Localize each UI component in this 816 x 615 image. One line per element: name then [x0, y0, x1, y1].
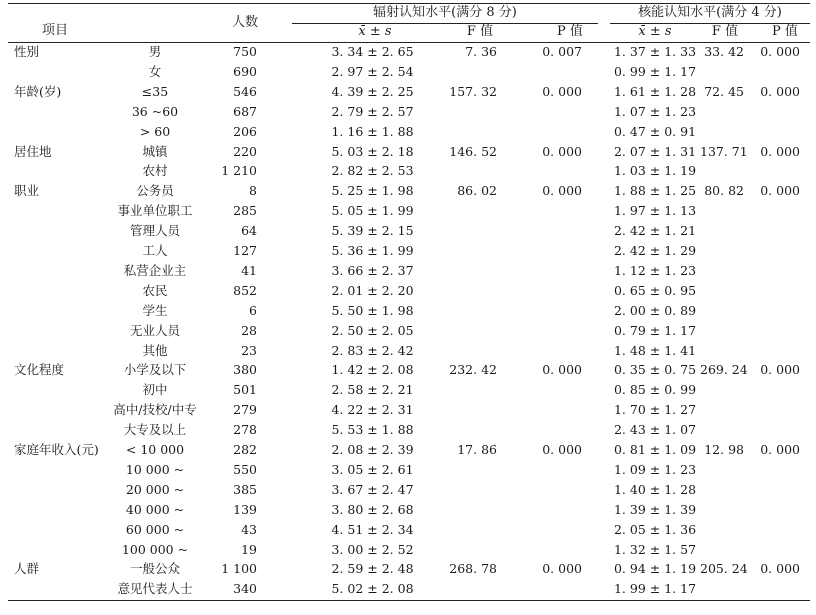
row-nuc-mean-sd: 1. 07 ± 1. 23 [613, 103, 697, 119]
row-rad-mean-sd: 3. 05 ± 2. 61 [331, 461, 414, 477]
row-nuc-mean-sd: 1. 61 ± 1. 28 [613, 83, 697, 99]
row-rad-mean-sd: 5. 02 ± 2. 08 [331, 581, 414, 597]
row-rad-p: 0. 007 [542, 44, 582, 59]
row-nuc-f: 80. 82 [704, 183, 744, 199]
row-count: 1 210 [221, 163, 257, 179]
row-nuc-p: 0. 000 [760, 561, 800, 577]
row-nuc-mean-sd: 0. 79 ± 1. 17 [613, 322, 697, 338]
row-subgroup: 意见代表人士 [117, 581, 193, 597]
row-rad-mean-sd: 3. 00 ± 2. 52 [331, 541, 414, 557]
header-nuc-f: F 值 [711, 24, 739, 39]
row-count: 380 [233, 362, 257, 378]
row-count: 385 [233, 481, 257, 497]
row-rad-f: 17. 86 [457, 442, 497, 457]
row-nuc-mean-sd: 0. 99 ± 1. 17 [613, 63, 697, 79]
row-subgroup: ≤35 [141, 83, 169, 99]
row-count: 1 100 [221, 561, 257, 577]
row-subgroup: 公务员 [136, 183, 174, 199]
row-count: 550 [233, 461, 257, 477]
row-rad-mean-sd: 2. 01 ± 2. 20 [331, 282, 414, 298]
row-nuc-mean-sd: 2. 07 ± 1. 31 [613, 143, 697, 159]
header-rad-mean-sd: x̄ ± s [358, 24, 392, 39]
row-rad-mean-sd: 5. 53 ± 1. 88 [331, 422, 414, 438]
row-subgroup: 60 000 ~ [125, 521, 185, 537]
row-count: 28 [241, 322, 257, 338]
row-nuc-mean-sd: 2. 42 ± 1. 21 [613, 223, 697, 239]
header-rad-f: F 值 [466, 24, 494, 39]
row-rad-mean-sd: 2. 50 ± 2. 05 [331, 322, 414, 338]
row-nuc-f: 33. 42 [704, 44, 744, 59]
row-rad-mean-sd: 5. 03 ± 2. 18 [331, 143, 414, 159]
row-group: 家庭年收入(元) [14, 442, 99, 457]
row-nuc-mean-sd: 1. 09 ± 1. 23 [613, 461, 697, 477]
row-nuc-mean-sd: 1. 37 ± 1. 33 [613, 44, 697, 59]
row-rad-mean-sd: 3. 34 ± 2. 65 [331, 44, 414, 59]
row-rad-p: 0. 000 [542, 183, 582, 199]
row-rad-f: 268. 78 [449, 561, 497, 577]
row-count: 546 [233, 83, 257, 99]
row-nuc-f: 137. 71 [700, 143, 748, 159]
row-rad-mean-sd: 3. 67 ± 2. 47 [331, 481, 414, 497]
row-nuc-mean-sd: 2. 05 ± 1. 36 [613, 521, 697, 537]
row-nuc-mean-sd: 2. 42 ± 1. 29 [613, 243, 697, 258]
row-rad-p: 0. 000 [542, 561, 582, 577]
row-nuc-f: 269. 24 [700, 362, 748, 378]
row-rad-mean-sd: 3. 80 ± 2. 68 [331, 501, 414, 517]
row-nuc-p: 0. 000 [760, 442, 800, 457]
row-count: 43 [241, 521, 257, 537]
row-subgroup: 40 000 ~ [125, 501, 185, 517]
row-nuc-mean-sd: 1. 39 ± 1. 39 [613, 501, 697, 517]
row-nuc-mean-sd: 2. 43 ± 1. 07 [613, 422, 697, 438]
row-subgroup: 20 000 ~ [125, 481, 185, 497]
row-count: 8 [249, 183, 257, 199]
row-nuc-mean-sd: 2. 00 ± 0. 89 [613, 302, 697, 318]
row-count: 282 [233, 442, 257, 457]
row-group: 职业 [14, 183, 40, 199]
row-count: 690 [233, 63, 257, 79]
row-nuc-mean-sd: 1. 03 ± 1. 19 [613, 163, 697, 179]
row-rad-f: 232. 42 [449, 362, 497, 378]
row-count: 41 [241, 262, 257, 278]
row-rad-mean-sd: 2. 79 ± 2. 57 [331, 103, 414, 119]
row-rad-mean-sd: 1. 42 ± 2. 08 [331, 362, 414, 378]
row-rad-mean-sd: 5. 25 ± 1. 98 [331, 183, 414, 199]
row-rad-f: 157. 32 [449, 83, 497, 99]
row-nuc-p: 0. 000 [760, 44, 800, 59]
row-count: 19 [241, 541, 257, 557]
header-nuclear-group: 核能认知水平(满分 4 分) [638, 5, 782, 20]
row-nuc-mean-sd: 1. 70 ± 1. 27 [613, 402, 697, 418]
row-nuc-f: 205. 24 [700, 561, 748, 577]
row-subgroup: 私营企业主 [123, 262, 187, 278]
row-subgroup: 事业单位职工 [117, 203, 193, 219]
header-count: 人数 [231, 15, 258, 30]
row-rad-f: 7. 36 [465, 44, 497, 59]
row-rad-mean-sd: 4. 39 ± 2. 25 [331, 83, 414, 99]
row-nuc-f: 72. 45 [704, 83, 744, 99]
row-nuc-mean-sd: 1. 48 ± 1. 41 [613, 342, 697, 358]
row-group: 人群 [14, 561, 40, 577]
row-rad-f: 86. 02 [457, 183, 497, 199]
row-subgroup: 学生 [142, 302, 168, 318]
row-count: 278 [233, 422, 257, 438]
header-item: 项目 [42, 23, 69, 38]
row-subgroup: 城镇 [142, 143, 168, 159]
row-nuc-mean-sd: 1. 12 ± 1. 23 [613, 262, 697, 278]
row-count: 127 [233, 243, 257, 258]
row-nuc-mean-sd: 1. 40 ± 1. 28 [613, 481, 697, 497]
row-subgroup: 36 ~60 [131, 103, 179, 119]
row-count: 687 [233, 103, 257, 119]
row-rad-p: 0. 000 [542, 143, 582, 159]
row-count: 501 [233, 382, 257, 398]
row-rad-f: 146. 52 [449, 143, 497, 159]
row-subgroup: 高中/技校/中专 [113, 402, 197, 418]
row-rad-mean-sd: 2. 08 ± 2. 39 [331, 442, 414, 457]
row-nuc-mean-sd: 1. 32 ± 1. 57 [613, 541, 697, 557]
row-subgroup: < 10 000 [125, 442, 185, 457]
row-rad-mean-sd: 5. 50 ± 1. 98 [331, 302, 414, 318]
row-group: 居住地 [14, 143, 52, 159]
row-nuc-p: 0. 000 [760, 143, 800, 159]
row-subgroup: > 60 [139, 123, 171, 139]
row-subgroup: 农民 [142, 282, 168, 298]
row-rad-mean-sd: 4. 51 ± 2. 34 [331, 521, 414, 537]
row-subgroup: 女 [148, 63, 162, 79]
row-rad-mean-sd: 2. 59 ± 2. 48 [331, 561, 414, 577]
row-count: 279 [233, 402, 257, 418]
row-nuc-f: 12. 98 [704, 442, 744, 457]
row-rad-mean-sd: 5. 05 ± 1. 99 [331, 203, 414, 219]
row-rad-mean-sd: 2. 83 ± 2. 42 [331, 342, 414, 358]
header-nuc-p: P 值 [772, 24, 798, 39]
row-subgroup: 其他 [142, 342, 168, 358]
row-rad-p: 0. 000 [542, 362, 582, 378]
row-group: 文化程度 [14, 362, 65, 378]
row-subgroup: 小学及以下 [123, 362, 187, 378]
row-subgroup: 工人 [142, 243, 168, 258]
header-rad-p: P 值 [557, 24, 583, 39]
row-rad-mean-sd: 5. 36 ± 1. 99 [331, 243, 414, 258]
row-nuc-mean-sd: 0. 35 ± 0. 75 [613, 362, 697, 378]
row-nuc-mean-sd: 1. 99 ± 1. 17 [613, 581, 697, 597]
row-rad-mean-sd: 4. 22 ± 2. 31 [331, 402, 414, 418]
row-group: 性别 [14, 44, 40, 59]
row-subgroup: 10 000 ~ [125, 461, 185, 477]
row-rad-mean-sd: 2. 82 ± 2. 53 [331, 163, 414, 179]
row-nuc-p: 0. 000 [760, 83, 800, 99]
row-subgroup: 农村 [142, 163, 168, 179]
row-count: 220 [233, 143, 257, 159]
row-nuc-mean-sd: 0. 81 ± 1. 09 [613, 442, 697, 457]
row-rad-mean-sd: 1. 16 ± 1. 88 [331, 123, 414, 139]
header-nuc-mean-sd: x̄ ± s [638, 24, 672, 39]
row-rad-mean-sd: 3. 66 ± 2. 37 [331, 262, 414, 278]
row-subgroup: 一般公众 [129, 561, 180, 577]
row-count: 64 [241, 223, 257, 239]
bottom-rule [8, 600, 810, 601]
row-nuc-p: 0. 000 [760, 183, 800, 199]
row-count: 285 [233, 203, 257, 219]
row-nuc-mean-sd: 0. 65 ± 0. 95 [613, 282, 697, 298]
row-nuc-p: 0. 000 [760, 362, 800, 378]
row-rad-mean-sd: 2. 58 ± 2. 21 [331, 382, 414, 398]
row-count: 340 [233, 581, 257, 597]
row-rad-p: 0. 000 [542, 83, 582, 99]
row-rad-mean-sd: 2. 97 ± 2. 54 [331, 63, 414, 79]
row-nuc-mean-sd: 1. 97 ± 1. 13 [613, 203, 697, 219]
row-nuc-mean-sd: 0. 47 ± 0. 91 [613, 123, 697, 139]
row-nuc-mean-sd: 0. 94 ± 1. 19 [613, 561, 697, 577]
row-subgroup: 初中 [142, 382, 168, 398]
row-subgroup: 大专及以上 [123, 422, 187, 438]
row-count: 6 [249, 302, 257, 318]
row-subgroup: 管理人员 [129, 223, 180, 239]
row-rad-mean-sd: 5. 39 ± 2. 15 [331, 223, 414, 239]
row-count: 23 [241, 342, 257, 358]
row-subgroup: 男 [148, 44, 162, 59]
row-count: 852 [233, 282, 257, 298]
row-nuc-mean-sd: 0. 85 ± 0. 99 [613, 382, 697, 398]
row-rad-p: 0. 000 [542, 442, 582, 457]
row-subgroup: 100 000 ~ [121, 541, 189, 557]
row-nuc-mean-sd: 1. 88 ± 1. 25 [613, 183, 697, 199]
row-group: 年龄(岁) [14, 83, 62, 99]
row-count: 206 [233, 123, 257, 139]
header-radiation-group: 辐射认知水平(满分 8 分) [373, 5, 517, 20]
row-count: 750 [233, 44, 257, 59]
row-count: 139 [233, 501, 257, 517]
row-subgroup: 无业人员 [129, 322, 180, 338]
